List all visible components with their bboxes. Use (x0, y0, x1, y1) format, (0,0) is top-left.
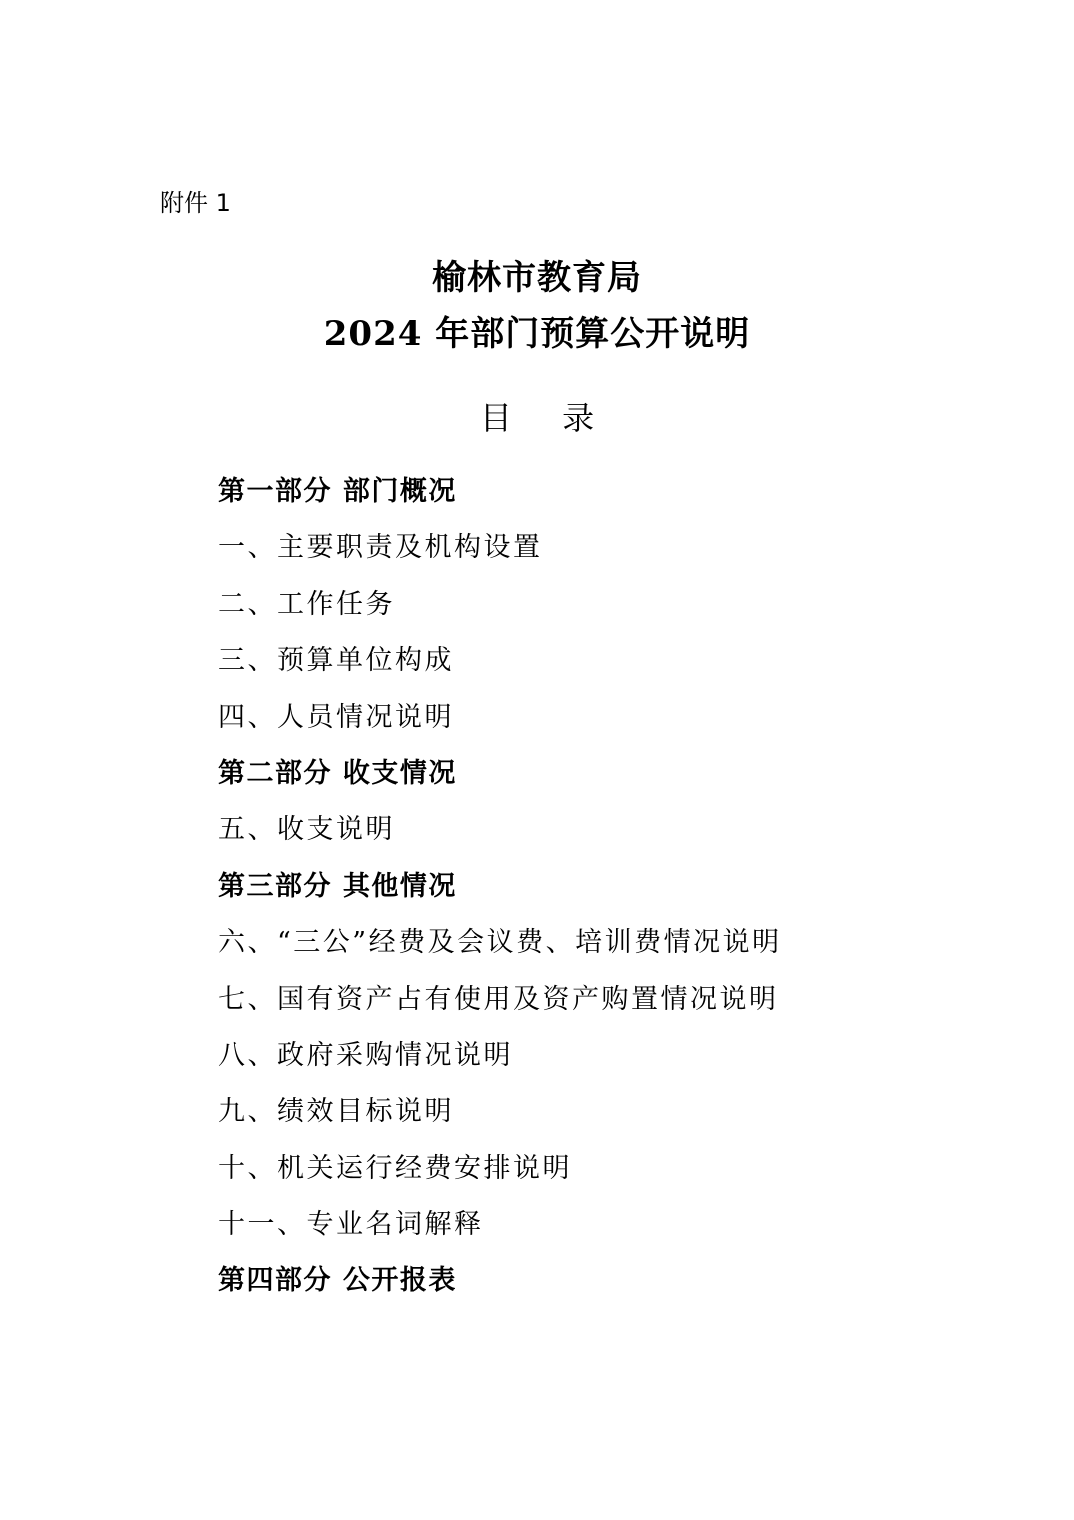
document-title-line-1: 榆林市教育局 (432, 258, 642, 298)
toc-item-1: 一、主要职责及机构设置 (218, 532, 543, 564)
toc-part-4: 第四部分 公开报表 (218, 1265, 457, 1297)
toc-item-6: 六、“三公”经费及会议费、培训费情况说明 (218, 927, 782, 959)
attachment-label: 附件 1 (160, 189, 231, 217)
toc-item-5: 五、收支说明 (218, 814, 395, 846)
toc-part-2: 第二部分 收支情况 (218, 757, 457, 789)
toc-item-10: 十、机关运行经费安排说明 (218, 1152, 572, 1184)
toc-item-4: 四、人员情况说明 (218, 701, 454, 733)
toc-heading: 目 录 (479, 399, 615, 437)
toc-item-8: 八、政府采购情况说明 (218, 1039, 513, 1071)
toc-part-1: 第一部分 部门概况 (218, 476, 457, 507)
toc-item-2: 二、工作任务 (218, 588, 395, 620)
toc-item-7: 七、国有资产占有使用及资产购置情况说明 (218, 983, 779, 1015)
document-title-line-2: 2024 年部门预算公开说明 (323, 314, 751, 354)
table-of-contents (218, 470, 782, 1316)
toc-part-3: 第三部分 其他情况 (218, 870, 457, 902)
toc-item-3: 三、预算单位构成 (218, 645, 454, 677)
toc-item-9: 九、绩效目标说明 (218, 1096, 454, 1128)
toc-item-11: 十一、专业名词解释 (218, 1209, 484, 1241)
